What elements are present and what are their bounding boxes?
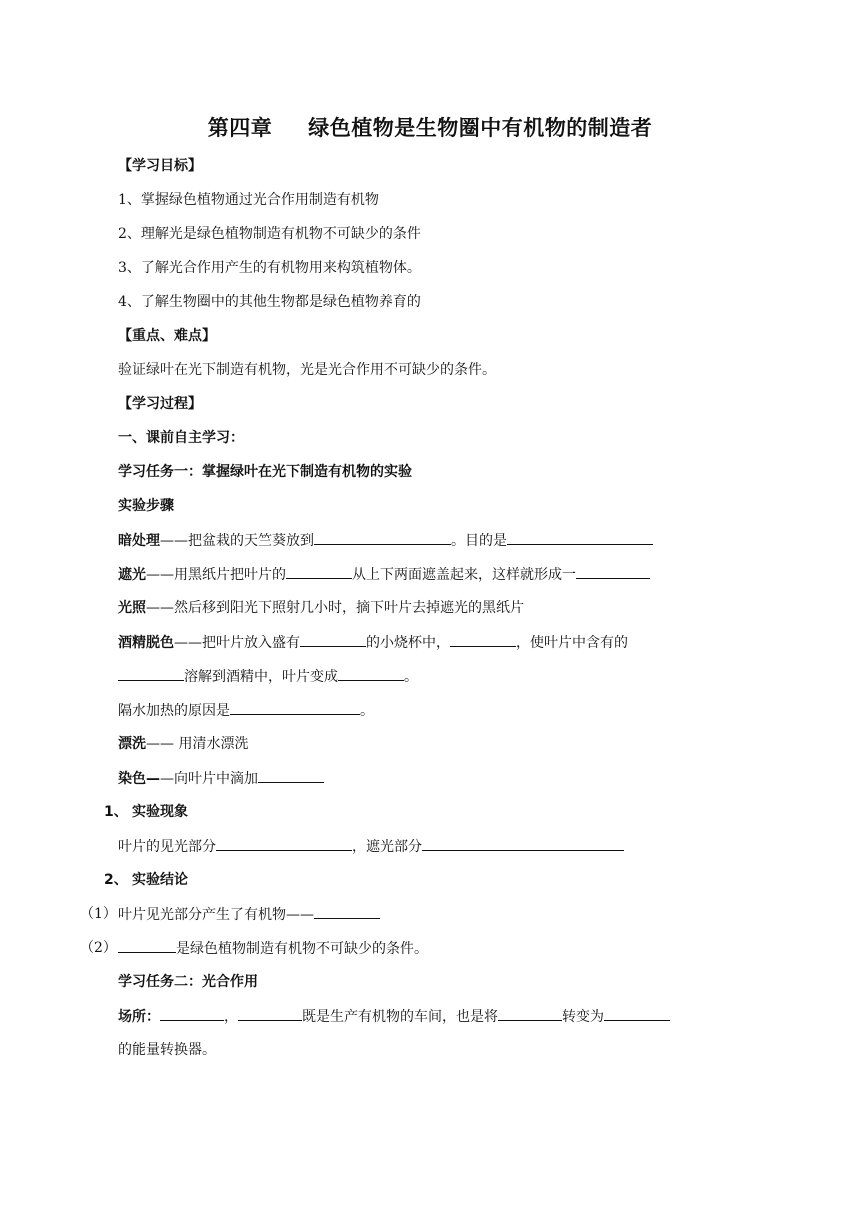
task-one-heading: 学习任务一：掌握绿叶在光下制造有机物的实验 (118, 464, 412, 480)
fill-blank[interactable] (216, 836, 352, 851)
fill-blank[interactable] (238, 1006, 302, 1021)
conclusion-item: 叶片见光部分产生了有机物—— (118, 904, 380, 925)
step-label: 染色— (118, 771, 160, 787)
fill-blank[interactable] (300, 632, 366, 647)
place-label: 场所： (118, 1009, 160, 1025)
fill-blank[interactable] (160, 1006, 224, 1021)
conclusion-heading: 实验结论 (132, 872, 188, 888)
phenomenon-heading: 实验现象 (132, 804, 188, 820)
step-alcohol-decolor-cont: 溶解到酒精中，叶片变成 。 (118, 666, 418, 687)
steps-heading: 实验步骤 (118, 498, 174, 514)
list-number: 1、 (104, 804, 128, 820)
fill-blank[interactable] (230, 700, 360, 715)
fill-blank[interactable] (422, 836, 624, 851)
fill-blank[interactable] (314, 530, 451, 545)
key-points-text: 验证绿叶在光下制造有机物，光是光合作用不可缺少的条件。 (118, 362, 496, 378)
step-label: 漂洗 (118, 736, 146, 752)
fill-blank[interactable] (286, 564, 352, 579)
task-two-heading: 学习任务二：光合作用 (118, 974, 258, 990)
fill-blank[interactable] (338, 666, 404, 681)
step-stain: 染色——向叶片中滴加 (118, 768, 324, 789)
objective-item: 3、了解光合作用产生的有机物用来构筑植物体。 (118, 260, 421, 276)
step-dark-treatment: 暗处理——把盆栽的天竺葵放到 。目的是 (118, 530, 653, 551)
conclusion-item: 是绿色植物制造有机物不可缺少的条件。 (118, 938, 428, 959)
chapter-name: 绿色植物是生物圈中有机物的制造者 (308, 116, 653, 140)
objective-item: 2、理解光是绿色植物制造有机物不可缺少的条件 (118, 226, 421, 242)
fill-blank[interactable] (498, 1006, 562, 1021)
section-heading: 一、课前自主学习： (118, 430, 244, 446)
step-label: 遮光 (118, 567, 146, 583)
fill-blank[interactable] (258, 768, 324, 783)
step-rinse: 漂洗—— 用清水漂洗 (118, 736, 249, 752)
fill-blank[interactable] (118, 938, 176, 953)
objectives-heading: 【学习目标】 (118, 158, 202, 174)
phenomenon-text: 叶片的见光部分 ，遮光部分 (118, 836, 624, 857)
chapter-number: 第四章 (207, 116, 273, 140)
key-points-heading: 【重点、难点】 (118, 328, 216, 344)
fill-blank[interactable] (450, 632, 516, 647)
objective-item: 1、掌握绿色植物通过光合作用制造有机物 (118, 192, 379, 208)
fill-blank[interactable] (507, 530, 653, 545)
step-label: 暗处理 (118, 533, 160, 549)
step-illumination: 光照——然后移到阳光下照射几小时，摘下叶片去掉遮光的黑纸片 (118, 600, 524, 616)
fill-blank[interactable] (314, 904, 380, 919)
step-shading: 遮光——用黑纸片把叶片的 从上下两面遮盖起来，这样就形成一 (118, 564, 650, 585)
step-label: 光照 (118, 600, 146, 616)
step-label: 酒精脱色 (118, 635, 174, 651)
step-alcohol-decolor: 酒精脱色——把叶片放入盛有 的小烧杯中， ，使叶片中含有的 (118, 632, 628, 653)
fill-blank[interactable] (604, 1006, 670, 1021)
place-line: 场所： ， 既是生产有机物的车间，也是将 转变为 (118, 1006, 670, 1027)
water-bath-reason: 隔水加热的原因是 。 (118, 700, 374, 721)
process-heading: 【学习过程】 (118, 396, 202, 412)
objective-item: 4、了解生物圈中的其他生物都是绿色植物养育的 (118, 294, 421, 310)
list-number: （2） (80, 940, 117, 956)
fill-blank[interactable] (576, 564, 650, 579)
page-title (0, 113, 860, 143)
list-number: 2、 (104, 872, 128, 888)
list-number: （1） (80, 906, 117, 922)
place-line-cont: 的能量转换器。 (118, 1042, 216, 1058)
fill-blank[interactable] (118, 666, 184, 681)
